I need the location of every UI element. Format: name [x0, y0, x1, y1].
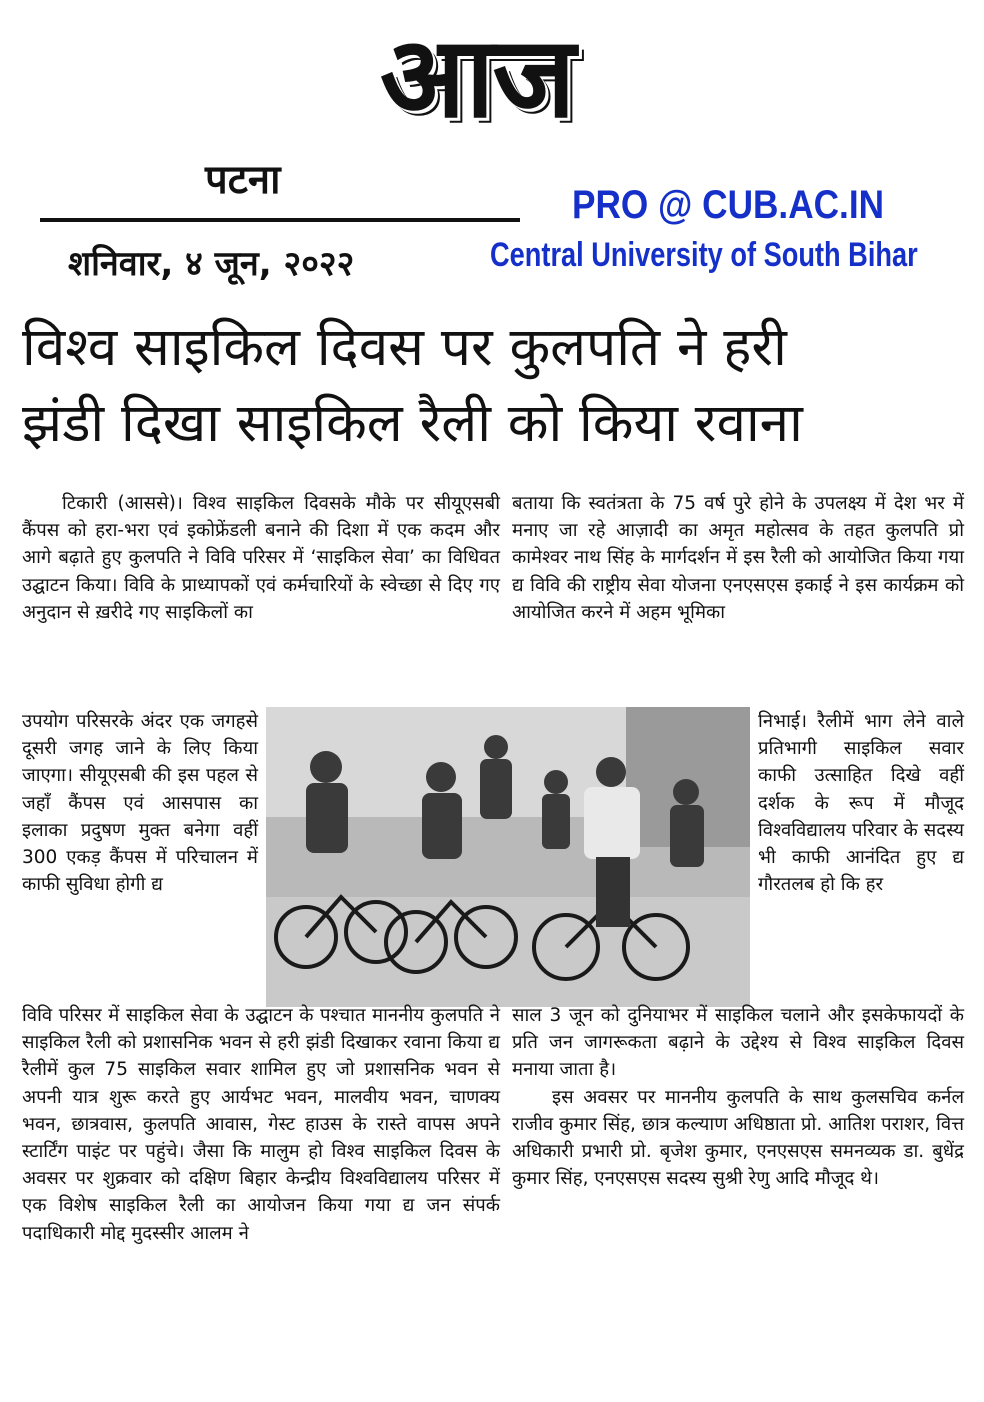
edition-rule: [40, 218, 520, 222]
headline-line-1: विश्व साइकिल दिवस पर कुलपति ने हरी: [22, 317, 787, 378]
article-paragraph: विवि परिसर में साइकिल सेवा के उद्घाटन के पश्चात माननीय कुलपति ने साइकिल रैली को प्रशासनिक भवन से हरी झंडी दिखाकर रवाना किया द्य रैलीमें कुल 75 साइकिल सवार शामिल हुए जो प्रशासनिक भवन से अपनी यात्र शुरू करते हुए आर्यभट भवन, मालवीय भवन, चाणक्य भवन, छात्रवास, कुलपति आवास, गेस्ट हाउस के रास्ते वापस अपने स्टार्टिंग पाइंट पर पहुंचे। जैसा कि मालुम हो विश्व साइकिल दिवस के अवसर पर शुक्रवार को दक्षिण बिहार केन्द्रीय विश्वविद्यालय परिसर में एक विशेष साइकिल रैली का आयोजन किया गया द्य जन संपर्क पदाधिकारी मोद्द मुदस्सीर आलम ने: [22, 1005, 500, 1244]
masthead-logo: आज: [380, 13, 574, 143]
headline: [22, 312, 972, 464]
cyclists-photo-illustration: [266, 707, 750, 1007]
article-paragraph: टिकारी (आससे)। विश्व साइकिल दिवसके मौके पर सीयूएसबी कैंपस को हरा-भरा एवं इकोफ्रेंडली बनाने की दिशा में एक कदम और आगे बढ़ाते हुए कुलपति ने विवि परिसर में ‘साइकिल सेवा’ का विधिवत उद्घाटन किया। विवि के प्राध्यापकों एवं कर्मचारियों के स्वेच्छा से दिए गए अनुदान से ख़रीदे गए साइकिलों का: [22, 493, 500, 623]
article-paragraph: इस अवसर पर माननीय कुलपति के साथ कुलसचिव कर्नल राजीव कुमार सिंह, छात्र कल्याण अधिष्ठाता प्रो. आतिश पराशर, वित्त अधिकारी प्रभारी प्रो. बृजेश कुमार, एनएसएस समनव्यक डा. बुधेंद्र कुमार सिंह, एनएसएस सदस्य सुश्री रेणु आदि मौजूद थे।: [512, 1086, 964, 1190]
article-right-top: [512, 490, 964, 626]
article-paragraph: उपयोग परिसरके अंदर एक जगहसे दूसरी जगह जाने के लिए किया जाएगा। सीयूएसबी की इस पहल से जहाँ कैंपस एवं आसपास का इलाका प्रदुषण मुक्त बनेगा वहीं 300 एकड़ कैंपस में परिचालन में काफी सुविधा होगी द्य: [22, 711, 258, 896]
article-right-bottom: [512, 1002, 964, 1192]
headline-line-2: झंडी दिखा साइकिल रैली को किया रवाना: [22, 393, 803, 454]
article-paragraph: साल 3 जून को दुनियाभर में साइकिल चलाने और इसकेफायदों के प्रति जन जागरूकता बढ़ाने के उद्देश्य से विश्व साइकिल दिवस मनाया जाता है।: [512, 1005, 964, 1081]
news-photo: [266, 707, 750, 1007]
article-paragraph: निभाई। रैलीमें भाग लेने वाले प्रतिभागी साइकिल सवार काफी उत्साहित दिखे वहीं दर्शक के रूप में मौजूद विश्वविद्यालय परिवार के सदस्य भी काफी आनंदित हुए द्य गौरतलब हो कि हर: [758, 711, 964, 896]
edition-city: पटना: [205, 157, 281, 203]
article-left-bottom: [22, 1002, 500, 1247]
article-left-top: [22, 490, 500, 626]
article-paragraph: बताया कि स्वतंत्रता के 75 वर्ष पुरे होने के उपलक्ष्य में देश भर में मनाए जा रहे आज़ादी का अमृत महोत्सव के तहत कुलपति प्रो कामेश्वर नाथ सिंह के मार्गदर्शन में इस रैली को आयोजित किया गया द्य विवि की राष्ट्रीय सेवा योजना एनएसएस इकाई ने इस कार्यक्रम को आयोजित करने में अहम भूमिका: [512, 493, 964, 623]
edition-date: शनिवार, ४ जून, २०२२: [68, 244, 355, 284]
stamp-university: Central University of South Bihar: [490, 236, 918, 274]
article-left-wrap: [22, 708, 258, 898]
stamp-email: PRO @ CUB.AC.IN: [572, 183, 885, 227]
article-right-wrap: [758, 708, 964, 898]
